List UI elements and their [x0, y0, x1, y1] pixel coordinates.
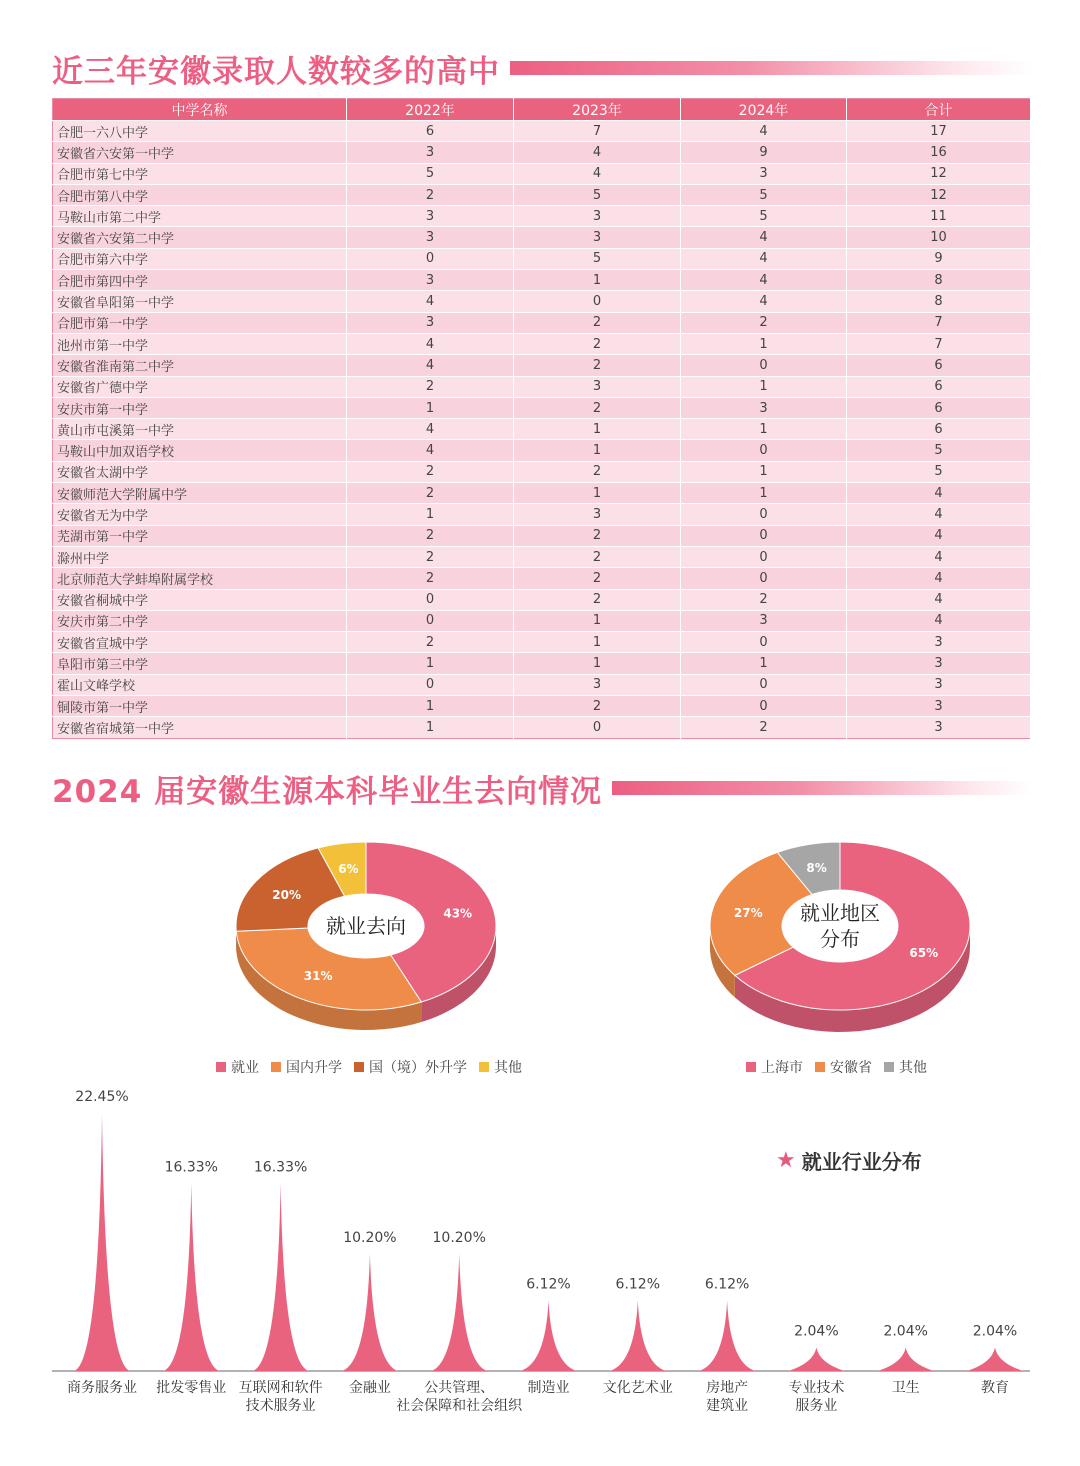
industry-spike: [253, 1183, 309, 1371]
school-name-cell: 阜阳市第三中学: [53, 653, 347, 674]
pie2-legend: [746, 1057, 939, 1077]
count-cell: 1: [681, 333, 847, 354]
count-cell: 4: [681, 227, 847, 248]
count-cell: 4: [847, 525, 1031, 546]
legend-item: [216, 1057, 259, 1077]
pie1-slice-label: 43%: [443, 906, 473, 921]
count-cell: 2: [514, 461, 681, 482]
count-cell: 3: [347, 312, 514, 333]
count-cell: 4: [681, 248, 847, 269]
count-cell: 1: [347, 696, 514, 717]
count-cell: 2: [514, 397, 681, 418]
count-cell: 7: [847, 312, 1031, 333]
count-cell: 7: [847, 333, 1031, 354]
industry-category-label: 文化艺术业: [602, 1380, 673, 1396]
industry-value-label: 10.20%: [432, 1229, 486, 1246]
count-cell: 1: [514, 270, 681, 291]
count-cell: 4: [347, 291, 514, 312]
table-header-cell: 2022年: [347, 99, 514, 121]
section-title-text: 近三年安徽录取人数较多的高中: [52, 53, 500, 90]
industry-category-label: 专业技术: [788, 1380, 845, 1396]
school-name-cell: 安徽省宿城第一中学: [53, 717, 347, 738]
count-cell: 1: [514, 610, 681, 631]
legend-label: 就业: [231, 1060, 259, 1076]
count-cell: 5: [681, 184, 847, 205]
count-cell: 0: [681, 546, 847, 567]
count-cell: 11: [847, 206, 1031, 227]
count-cell: 2: [514, 568, 681, 589]
pie2-center-title: 就业地区: [800, 901, 880, 925]
count-cell: 10: [847, 227, 1031, 248]
count-cell: 1: [681, 419, 847, 440]
school-name-cell: 安徽省太湖中学: [53, 461, 347, 482]
count-cell: 0: [681, 504, 847, 525]
count-cell: 2: [514, 546, 681, 567]
school-name-cell: 合肥市第八中学: [53, 184, 347, 205]
count-cell: 1: [681, 376, 847, 397]
legend-label: 其他: [494, 1060, 522, 1076]
industry-category-label: 商务服务业: [67, 1380, 137, 1396]
count-cell: 1: [514, 483, 681, 504]
count-cell: 0: [347, 589, 514, 610]
legend-label: 安徽省: [830, 1060, 872, 1076]
count-cell: 4: [847, 483, 1031, 504]
count-cell: 3: [347, 270, 514, 291]
count-cell: 1: [514, 653, 681, 674]
count-cell: 0: [514, 291, 681, 312]
count-cell: 12: [847, 163, 1031, 184]
count-cell: 0: [681, 674, 847, 695]
count-cell: 4: [347, 419, 514, 440]
school-name-cell: 安徽省六安第一中学: [53, 142, 347, 163]
table-header-cell: 2023年: [514, 99, 681, 121]
school-name-cell: 安徽省淮南第二中学: [53, 355, 347, 376]
count-cell: 5: [681, 206, 847, 227]
industry-category-label: 房地产: [706, 1380, 749, 1396]
legend-swatch: [884, 1062, 894, 1072]
pie2-slice-label: 65%: [909, 946, 939, 961]
count-cell: 1: [681, 483, 847, 504]
count-cell: 3: [514, 227, 681, 248]
school-name-cell: 北京师范大学蚌埠附属学校: [53, 568, 347, 589]
count-cell: 4: [347, 333, 514, 354]
count-cell: 2: [681, 717, 847, 738]
count-cell: 6: [847, 419, 1031, 440]
legend-swatch: [354, 1062, 364, 1072]
count-cell: 6: [847, 376, 1031, 397]
school-name-cell: 安徽师范大学附属中学: [53, 483, 347, 504]
pie1-slice-label: 6%: [338, 862, 359, 877]
legend-swatch: [216, 1062, 226, 1072]
count-cell: 4: [847, 546, 1031, 567]
count-cell: 0: [681, 632, 847, 653]
industry-category-label: 服务业: [795, 1398, 838, 1414]
count-cell: 1: [347, 717, 514, 738]
industry-spike: [521, 1301, 577, 1371]
count-cell: 7: [514, 121, 681, 142]
count-cell: 1: [514, 419, 681, 440]
count-cell: 5: [847, 461, 1031, 482]
school-name-cell: 合肥一六八中学: [53, 121, 347, 142]
legend-item: [271, 1057, 342, 1077]
count-cell: 9: [847, 248, 1031, 269]
table-header-cell: 合计: [847, 99, 1031, 121]
count-cell: 2: [514, 696, 681, 717]
count-cell: 4: [514, 163, 681, 184]
count-cell: 5: [514, 248, 681, 269]
count-cell: 3: [847, 674, 1031, 695]
school-name-cell: 安庆市第二中学: [53, 610, 347, 631]
count-cell: 4: [681, 291, 847, 312]
count-cell: 0: [514, 717, 681, 738]
count-cell: 0: [347, 674, 514, 695]
industry-spike: [610, 1301, 666, 1371]
industry-category-label: 公共管理、: [424, 1380, 495, 1396]
count-cell: 3: [514, 376, 681, 397]
count-cell: 2: [514, 589, 681, 610]
table-header-cell: 2024年: [681, 99, 847, 121]
count-cell: 3: [514, 206, 681, 227]
industry-value-label: 16.33%: [164, 1159, 218, 1176]
count-cell: 2: [347, 632, 514, 653]
count-cell: 2: [347, 461, 514, 482]
industry-chart-title: [776, 1146, 922, 1175]
count-cell: 4: [847, 504, 1031, 525]
school-name-cell: 安徽省六安第二中学: [53, 227, 347, 248]
count-cell: 0: [347, 248, 514, 269]
count-cell: 6: [347, 121, 514, 142]
count-cell: 4: [847, 568, 1031, 589]
count-cell: 2: [347, 546, 514, 567]
count-cell: 2: [681, 312, 847, 333]
industry-category-label: 卫生: [891, 1380, 920, 1396]
star-icon: ★: [776, 1148, 796, 1173]
count-cell: 2: [514, 355, 681, 376]
pie2-slice-label: 27%: [733, 905, 763, 920]
school-name-cell: 安徽省无为中学: [53, 504, 347, 525]
industry-spike: [163, 1183, 219, 1371]
industry-spike: [342, 1254, 398, 1371]
industry-category-label: 教育: [981, 1380, 1009, 1396]
legend-item: [884, 1057, 927, 1077]
pie2-center-title: 分布: [820, 927, 860, 951]
school-name-cell: 霍山文峰学校: [53, 674, 347, 695]
legend-label: 其他: [899, 1060, 927, 1076]
count-cell: 2: [347, 568, 514, 589]
pie1-slice-label: 31%: [303, 968, 333, 983]
count-cell: 0: [681, 525, 847, 546]
count-cell: 2: [514, 333, 681, 354]
school-name-cell: 合肥市第六中学: [53, 248, 347, 269]
industry-category-label: 金融业: [348, 1380, 391, 1396]
industry-category-label: 批发零售业: [156, 1380, 227, 1396]
count-cell: 17: [847, 121, 1031, 142]
count-cell: 2: [347, 483, 514, 504]
industry-spike: [788, 1348, 844, 1371]
count-cell: 2: [347, 376, 514, 397]
industry-category-label: 建筑业: [706, 1398, 749, 1414]
count-cell: 2: [681, 589, 847, 610]
count-cell: 3: [681, 397, 847, 418]
count-cell: 3: [681, 163, 847, 184]
count-cell: 4: [847, 610, 1031, 631]
school-name-cell: 铜陵市第一中学: [53, 696, 347, 717]
count-cell: 0: [681, 440, 847, 461]
legend-swatch: [479, 1062, 489, 1072]
industry-value-label: 10.20%: [343, 1229, 397, 1246]
school-name-cell: 安徽省阜阳第一中学: [53, 291, 347, 312]
legend-label: 国内升学: [286, 1060, 342, 1076]
legend-swatch: [746, 1062, 756, 1072]
count-cell: 2: [514, 312, 681, 333]
industry-spike: [699, 1301, 755, 1371]
legend-label: 上海市: [761, 1060, 803, 1076]
count-cell: 0: [681, 568, 847, 589]
count-cell: 1: [347, 504, 514, 525]
count-cell: 1: [514, 632, 681, 653]
industry-value-label: 22.45%: [75, 1089, 129, 1105]
legend-item: [746, 1057, 803, 1077]
count-cell: 2: [347, 525, 514, 546]
industry-value-label: 6.12%: [526, 1276, 571, 1293]
count-cell: 8: [847, 291, 1031, 312]
count-cell: 1: [514, 440, 681, 461]
pie1-center-title: 就业去向: [326, 914, 406, 938]
count-cell: 1: [347, 653, 514, 674]
school-name-cell: 安徽省广德中学: [53, 376, 347, 397]
industry-category-label: 制造业: [527, 1380, 570, 1396]
table-header-cell: 中学名称: [53, 99, 347, 121]
count-cell: 3: [347, 142, 514, 163]
count-cell: 3: [514, 504, 681, 525]
industry-spike: [878, 1348, 934, 1371]
industry-value-label: 2.04%: [794, 1323, 839, 1340]
count-cell: 1: [347, 397, 514, 418]
school-name-cell: 黄山市屯溪第一中学: [53, 419, 347, 440]
count-cell: 0: [347, 610, 514, 631]
school-name-cell: 滁州中学: [53, 546, 347, 567]
count-cell: 4: [347, 355, 514, 376]
count-cell: 3: [681, 610, 847, 631]
pie1-legend: [216, 1057, 534, 1077]
count-cell: 5: [847, 440, 1031, 461]
count-cell: 3: [514, 674, 681, 695]
legend-swatch: [271, 1062, 281, 1072]
count-cell: 4: [847, 589, 1031, 610]
count-cell: 1: [681, 653, 847, 674]
legend-label: 国（境）外升学: [369, 1060, 467, 1076]
pie2-slice-label: 8%: [806, 860, 827, 875]
count-cell: 16: [847, 142, 1031, 163]
school-name-cell: 合肥市第七中学: [53, 163, 347, 184]
legend-item: [479, 1057, 522, 1077]
school-name-cell: 芜湖市第一中学: [53, 525, 347, 546]
section-title-text: 2024 届安徽生源本科毕业生去向情况: [52, 773, 603, 810]
industry-spike: [431, 1254, 487, 1371]
count-cell: 6: [847, 397, 1031, 418]
school-name-cell: 安徽省宣城中学: [53, 632, 347, 653]
count-cell: 2: [514, 525, 681, 546]
count-cell: 0: [681, 355, 847, 376]
industry-category-label: 互联网和软件: [238, 1380, 323, 1396]
count-cell: 3: [847, 696, 1031, 717]
count-cell: 2: [347, 184, 514, 205]
industry-value-label: 2.04%: [972, 1323, 1018, 1340]
count-cell: 1: [681, 461, 847, 482]
pie1-slice-label: 20%: [272, 887, 302, 902]
count-cell: 3: [847, 653, 1031, 674]
industry-spike: [74, 1113, 130, 1371]
school-name-cell: 马鞍山市第二中学: [53, 206, 347, 227]
count-cell: 6: [847, 355, 1031, 376]
industry-value-label: 2.04%: [883, 1323, 928, 1340]
school-name-cell: 马鞍山中加双语学校: [53, 440, 347, 461]
count-cell: 3: [347, 206, 514, 227]
count-cell: 4: [681, 270, 847, 291]
school-name-cell: 合肥市第一中学: [53, 312, 347, 333]
count-cell: 4: [514, 142, 681, 163]
count-cell: 3: [347, 227, 514, 248]
school-name-cell: 安庆市第一中学: [53, 397, 347, 418]
industry-value-label: 6.12%: [704, 1276, 750, 1293]
legend-swatch: [815, 1062, 825, 1072]
count-cell: 3: [847, 717, 1031, 738]
count-cell: 3: [847, 632, 1031, 653]
industry-value-label: 6.12%: [615, 1276, 661, 1293]
industry-spike: [967, 1348, 1023, 1371]
count-cell: 5: [514, 184, 681, 205]
industry-category-label: 技术服务业: [245, 1398, 316, 1414]
school-name-cell: 合肥市第四中学: [53, 270, 347, 291]
industry-chart-title-text: 就业行业分布: [801, 1150, 922, 1174]
count-cell: 12: [847, 184, 1031, 205]
count-cell: 4: [347, 440, 514, 461]
school-name-cell: 安徽省桐城中学: [53, 589, 347, 610]
count-cell: 5: [347, 163, 514, 184]
count-cell: 0: [681, 696, 847, 717]
industry-value-label: 16.33%: [253, 1159, 308, 1176]
legend-item: [815, 1057, 872, 1077]
legend-item: [354, 1057, 467, 1077]
industry-category-label: 社会保障和社会组织: [396, 1398, 523, 1414]
school-name-cell: 池州市第一中学: [53, 333, 347, 354]
count-cell: 9: [681, 142, 847, 163]
count-cell: 8: [847, 270, 1031, 291]
count-cell: 4: [681, 121, 847, 142]
